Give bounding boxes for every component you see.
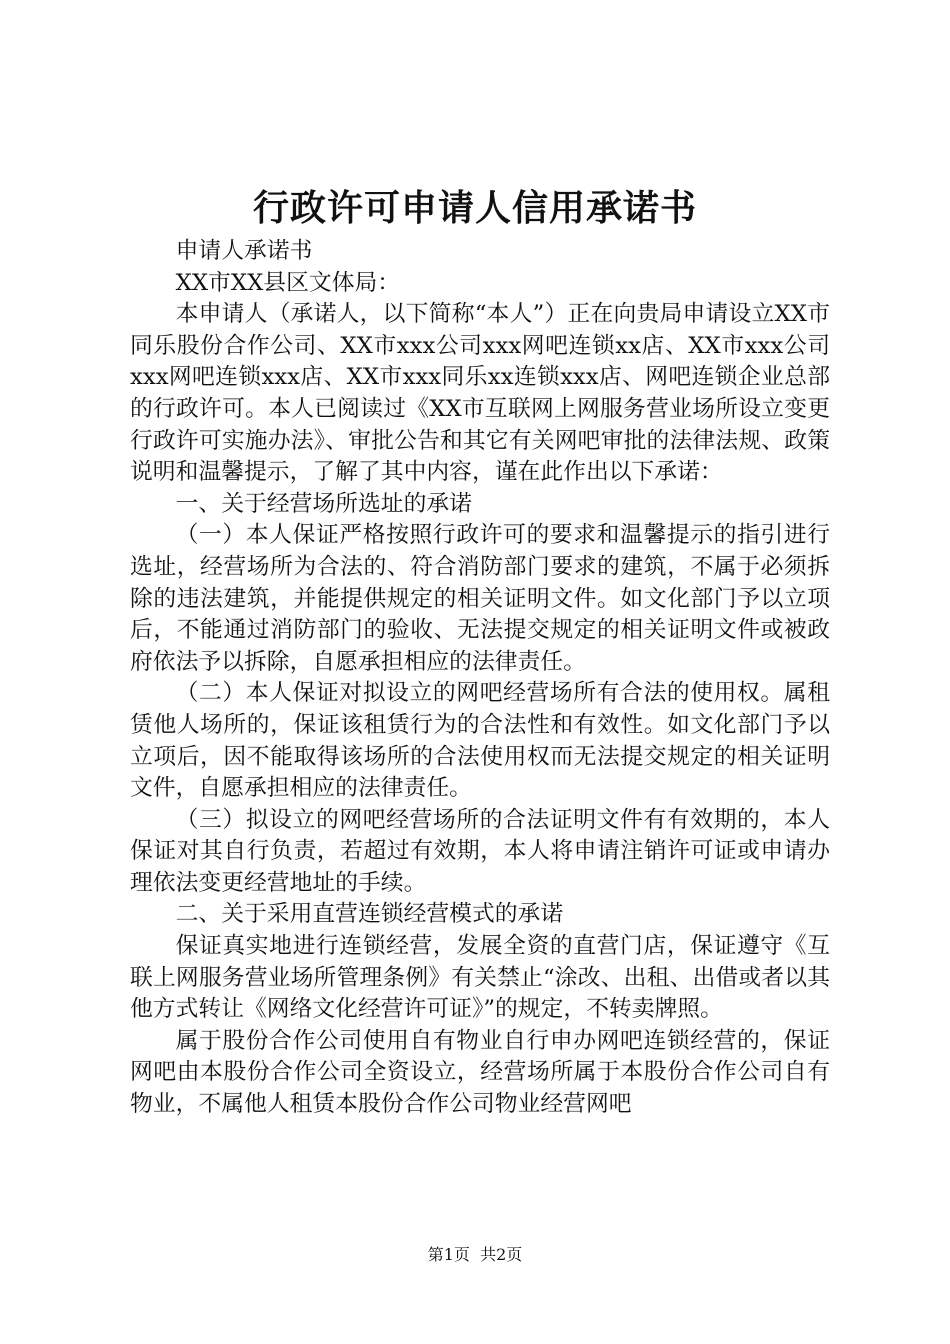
paragraph-chain-1: 保证真实地进行连锁经营，发展全资的直营门店，保证遵守《互联上网服务营业场所管理条例》有关禁止“涂改、出租、出借或者以其他方式转让《网络文化经营许可证》”的规定，不转卖牌照。	[130, 933, 830, 1023]
page-footer	[0, 1243, 950, 1267]
paragraph-chain-2: 属于股份合作公司使用自有物业自行申办网吧连锁经营的，保证网吧由本股份合作公司全资设立，经营场所属于本股份合作公司自有物业，不属他人租赁本股份合作公司物业经营网吧	[130, 1027, 830, 1118]
paragraph-site-1: （一）本人保证严格按照行政许可的要求和温馨提示的指引进行选址，经营场所为合法的、符合消防部门要求的建筑，不属于必须拆除的违法建筑，并能提供规定的相关证明文件。如文化部门予以立项后，不能通过消防部门的验收、无法提交规定的相关证明文件或被政府依法予以拆除，自愿承担相应的法律责任。	[130, 522, 830, 675]
document-body	[130, 236, 830, 1121]
paragraph-addressee: XX市XX县区文体局：	[175, 269, 401, 296]
paragraph-site-3: （三）拟设立的网吧经营场所的合法证明文件有有效期的，本人保证对其自行负责，若超过有效期，本人将申请注销许可证或申请办理依法变更经营地址的手续。	[130, 806, 830, 896]
page-total: 共2页	[480, 1245, 523, 1264]
section-heading-chain: 二、关于采用直营连锁经营模式的承诺	[175, 901, 564, 928]
page-number: 第1页	[427, 1245, 470, 1264]
section-heading-site: 一、关于经营场所选址的承诺	[175, 490, 472, 517]
paragraph-heading: 申请人承诺书	[175, 238, 313, 264]
paragraph-intro: 本申请人（承诺人，以下简称“本人”）正在向贵局申请设立XX市同乐股份合作公司、XX市xxx公司xxx网吧连锁xx店、XX市xxx公司xxx网吧连锁xxx店、XX市xxx同乐xx连锁xxx店、网吧连锁企业总部的行政许可。本人已阅读过《XX市互联网上网服务营业场所设立变更行政许可实施办法》、审批公告和其它有关网吧审批的法律法规、政策说明和温馨提示，了解了其中内容，谨在此作出以下承诺：	[130, 301, 830, 486]
paragraph-site-2: （二）本人保证对拟设立的网吧经营场所有合法的使用权。属租赁他人场所的，保证该租赁行为的合法性和有效性。如文化部门予以立项后，因不能取得该场所的合法使用权而无法提交规定的相关证明文件，自愿承担相应的法律责任。	[130, 680, 830, 802]
document-title: 行政许可申请人信用承诺书	[252, 187, 697, 229]
